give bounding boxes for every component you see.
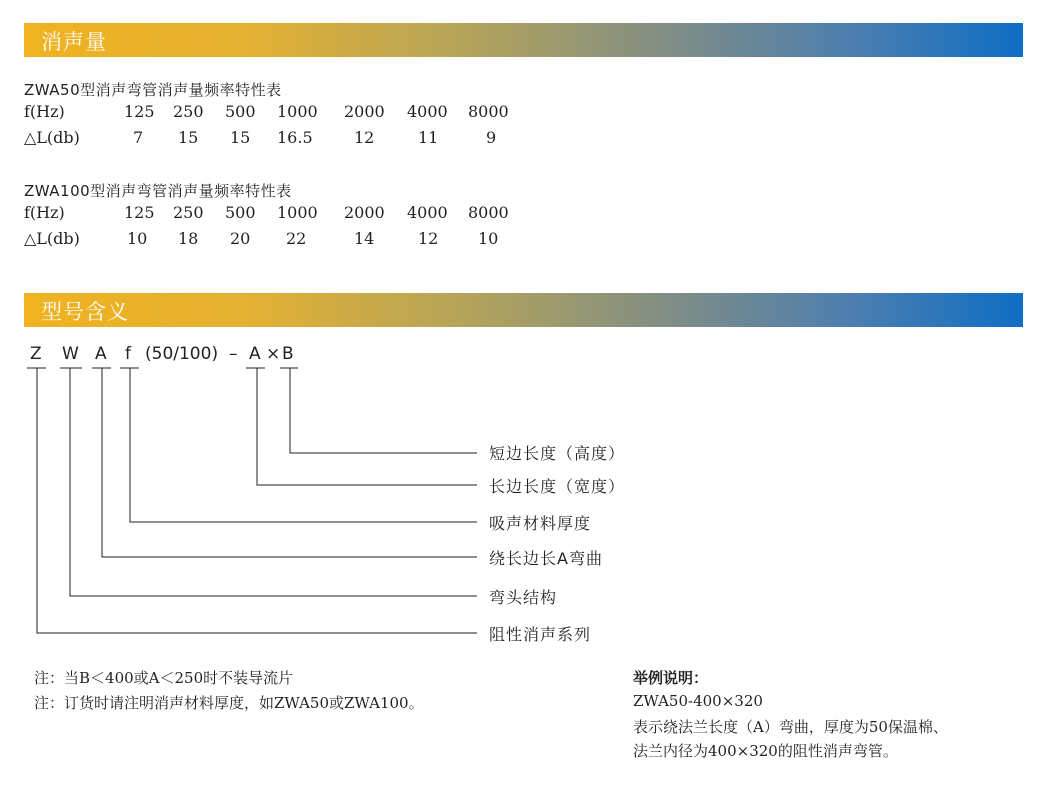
code-part-z: Z — [30, 344, 42, 364]
code-part-b-dim: B — [282, 344, 294, 364]
freq-cell: 500 — [225, 102, 256, 121]
code-part-dash: – — [229, 344, 238, 364]
leader-b — [290, 368, 477, 453]
leader-w — [70, 368, 477, 596]
meaning-bend: 绕长边长A弯曲 — [489, 549, 603, 568]
code-part-f: f — [125, 344, 131, 364]
code-part-times: × — [266, 344, 281, 364]
example-title: 举例说明： — [633, 669, 709, 687]
freq-cell: 250 — [173, 102, 204, 121]
table-2-title: ZWA100型消声弯管消声量频率特性表 — [24, 182, 292, 200]
db-cell: 15 — [230, 128, 251, 147]
example-line-2: 法兰内径为400×320的阻性消声弯管。 — [633, 742, 898, 760]
db-cell: 14 — [354, 229, 375, 248]
freq-cell: 125 — [124, 102, 155, 121]
code-part-a: A — [95, 344, 107, 364]
db-cell: 12 — [418, 229, 439, 248]
code-part-thickness: (50/100) — [145, 344, 219, 364]
freq-cell: 125 — [124, 203, 155, 222]
freq-cell: 2000 — [344, 203, 385, 222]
db-cell: 20 — [230, 229, 251, 248]
note-1: 注：当B＜400或A＜250时不装导流片 — [34, 669, 294, 687]
db-cell: 16.5 — [277, 128, 313, 147]
meaning-series: 阻性消声系列 — [489, 625, 592, 644]
meaning-long-side: 长边长度（宽度） — [489, 477, 626, 496]
db-label: △L(db) — [24, 229, 80, 248]
section-title-noise: 消声量 — [41, 30, 107, 54]
freq-cell: 4000 — [407, 203, 448, 222]
freq-cell: 1000 — [277, 102, 318, 121]
freq-label: f(Hz) — [24, 102, 65, 121]
db-cell: 12 — [354, 128, 375, 147]
section-title-model: 型号含义 — [41, 300, 129, 324]
db-cell: 10 — [127, 229, 148, 248]
leader-f — [130, 368, 477, 522]
code-part-w: W — [62, 344, 79, 364]
db-cell: 15 — [178, 128, 199, 147]
freq-cell: 8000 — [468, 102, 509, 121]
note-2: 注：订货时请注明消声材料厚度，如ZWA50或ZWA100。 — [34, 694, 424, 712]
meaning-thickness: 吸声材料厚度 — [489, 514, 592, 533]
table-1-title: ZWA50型消声弯管消声量频率特性表 — [24, 81, 282, 99]
freq-label: f(Hz) — [24, 203, 65, 222]
freq-cell: 2000 — [344, 102, 385, 121]
db-label: △L(db) — [24, 128, 80, 147]
freq-cell: 8000 — [468, 203, 509, 222]
example-code: ZWA50-400×320 — [633, 692, 763, 710]
freq-cell: 250 — [173, 203, 204, 222]
db-cell: 22 — [286, 229, 307, 248]
meaning-short-side: 短边长度（高度） — [489, 444, 626, 463]
meaning-structure: 弯头结构 — [489, 588, 558, 607]
code-part-a-dim: A — [249, 344, 261, 364]
example-line-1: 表示绕法兰长度（A）弯曲，厚度为50保温棉、 — [633, 718, 948, 736]
freq-cell: 1000 — [277, 203, 318, 222]
freq-cell: 4000 — [407, 102, 448, 121]
db-cell: 7 — [133, 128, 144, 147]
db-cell: 9 — [486, 128, 497, 147]
db-cell: 18 — [178, 229, 199, 248]
db-cell: 10 — [478, 229, 499, 248]
db-cell: 11 — [418, 128, 439, 147]
freq-cell: 500 — [225, 203, 256, 222]
